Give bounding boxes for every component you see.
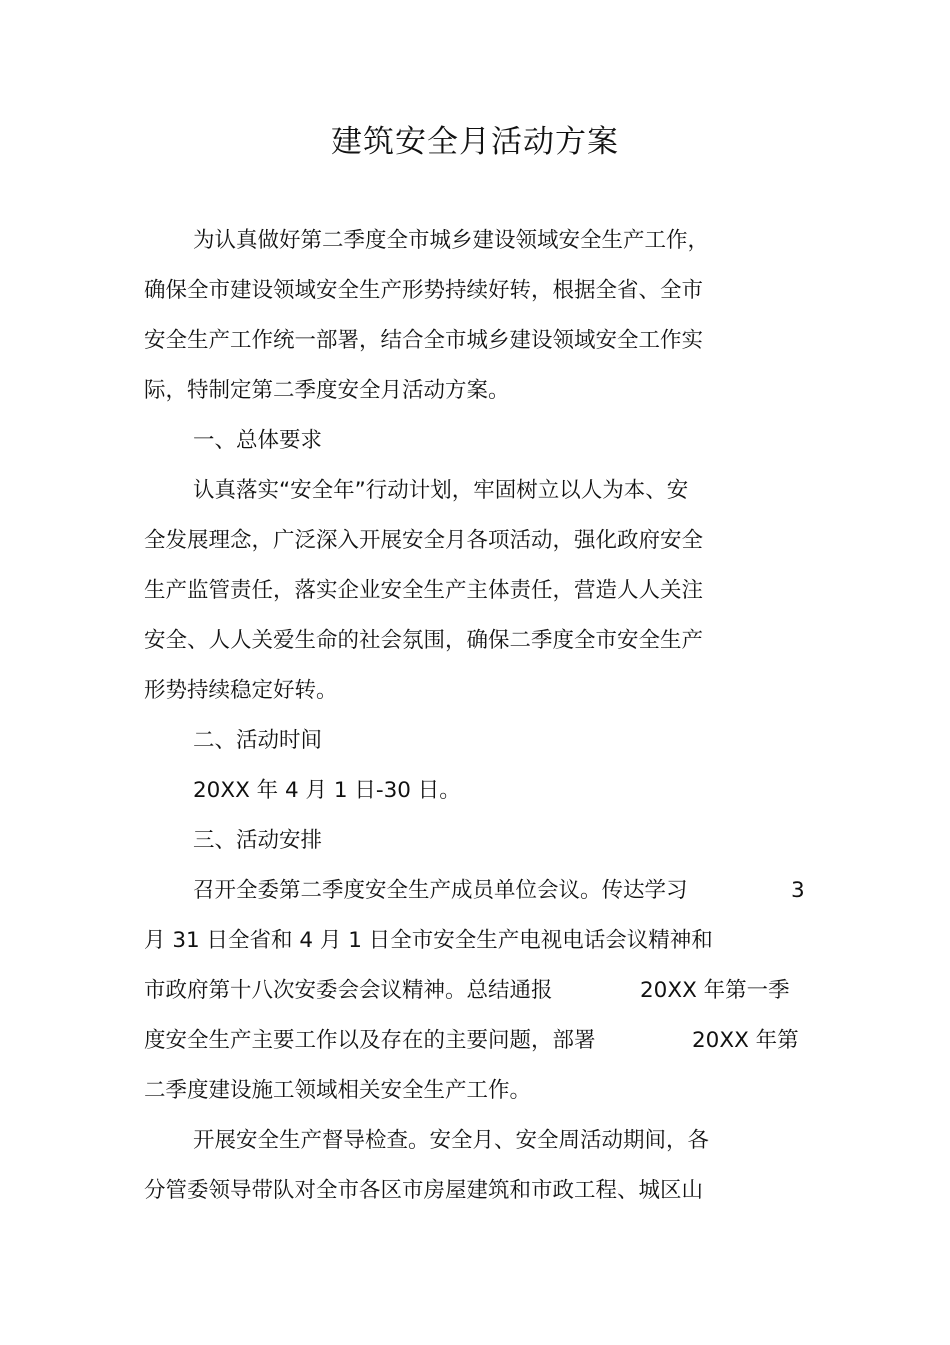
- section-1-line-2: 全发展理念，广泛深入开展安全月各项活动，强化政府安全: [144, 528, 704, 553]
- section-1-line-5: 形势持续稳定好转。: [144, 678, 338, 703]
- intro-line-3: 安全生产工作统一部署，结合全市城乡建设领域安全工作实: [144, 328, 704, 353]
- section-2-heading: 二、活动时间: [193, 728, 323, 753]
- section-1-line-4: 安全、人人关爱生命的社会氛围，确保二季度全市安全生产: [144, 628, 704, 653]
- intro-line-1: 为认真做好第二季度全市城乡建设领域安全生产工作，: [193, 228, 710, 253]
- section-3-heading: 三、活动安排: [193, 828, 323, 853]
- section-1-heading: 一、总体要求: [193, 428, 323, 453]
- section-3-para-2-line-1: 开展安全生产督导检查。安全月、安全周活动期间，各: [193, 1128, 710, 1153]
- section-3-para-1-line-1-number: 3: [791, 878, 805, 903]
- section-3-para-1-line-2: 月 31 日全省和 4 月 1 日全市安全生产电视电话会议精神和: [144, 928, 713, 953]
- document-title: 建筑安全月活动方案: [331, 124, 619, 160]
- section-3-para-1-line-4-number: 20XX 年第: [692, 1028, 799, 1053]
- section-1-line-3: 生产监管责任，落实企业安全生产主体责任，营造人人关注: [144, 578, 704, 603]
- intro-line-2: 确保全市建设领域安全生产形势持续好转，根据全省、全市: [144, 278, 704, 303]
- section-3-para-1-line-3-number: 20XX 年第一季: [640, 978, 790, 1003]
- intro-line-4: 际，特制定第二季度安全月活动方案。: [144, 378, 510, 403]
- section-3-para-1-line-5: 二季度建设施工领域相关安全生产工作。: [144, 1078, 532, 1103]
- section-1-line-1: 认真落实“安全年”行动计划，牢固树立以人为本、安: [193, 478, 689, 503]
- section-3-para-1-line-4: 度安全生产主要工作以及存在的主要问题，部署: [144, 1028, 596, 1053]
- section-2-date-line: 20XX 年 4 月 1 日-30 日。: [193, 778, 461, 803]
- section-3-para-1-line-1: 召开全委第二季度安全生产成员单位会议。传达学习: [193, 878, 688, 903]
- section-3-para-1-line-3: 市政府第十八次安委会会议精神。总结通报: [144, 978, 553, 1003]
- section-3-para-2-line-2: 分管委领导带队对全市各区市房屋建筑和市政工程、城区山: [144, 1178, 704, 1203]
